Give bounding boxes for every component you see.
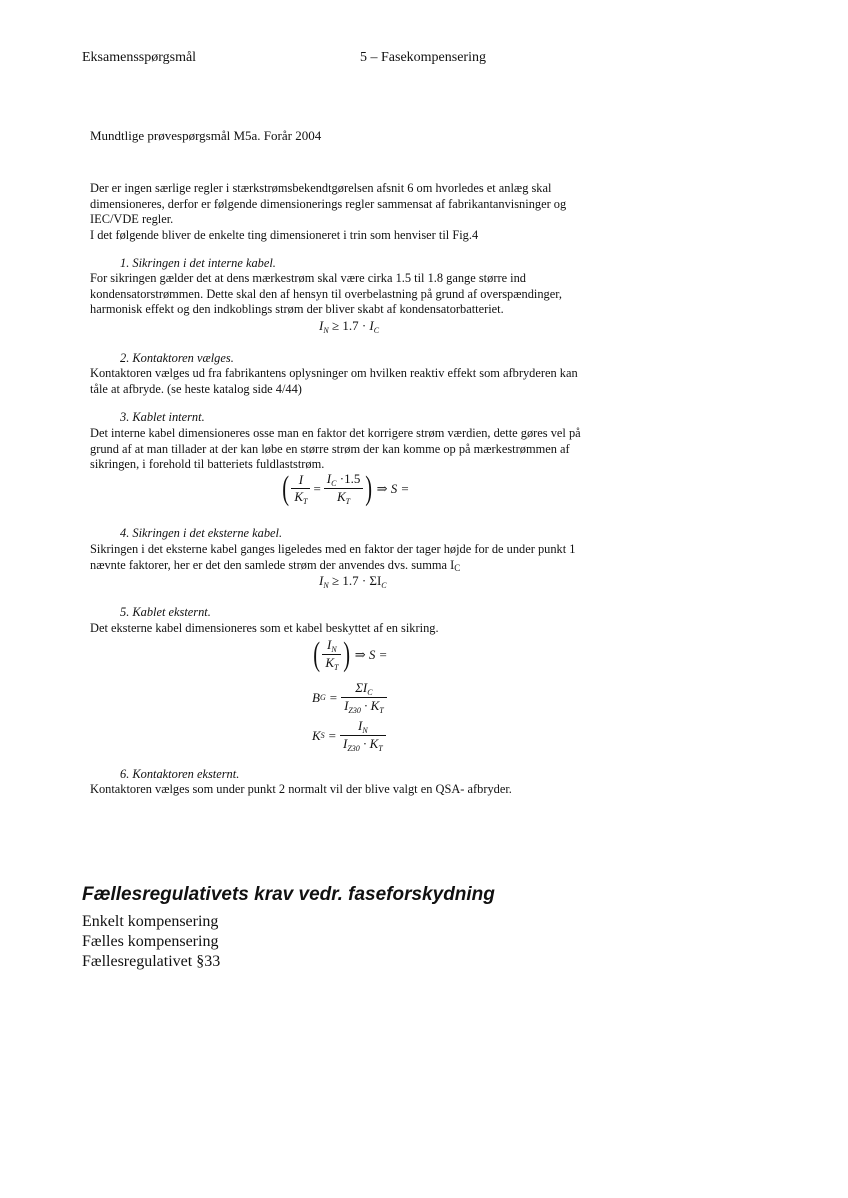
section-4-body xyxy=(90,542,650,576)
section-4-title: 4. Sikringen i det eksterne kabel. xyxy=(120,526,283,540)
body-line: sikringen, i forehold til batteriets fuldlaststrøm. xyxy=(90,457,325,472)
intro-line: I det følgende bliver de enkelte ting dimensioneret i trin som henviser til Fig.4 xyxy=(90,227,479,242)
body-line: tåle at afbryde. (se heste katalog side 4/44) xyxy=(90,381,302,396)
section-5-title: 5. Kablet eksternt. xyxy=(120,605,211,619)
section-1-body xyxy=(90,271,630,318)
fraction: $\frac{\Sigma I_C}{I_{Z30} \cdot K_T}$ xyxy=(341,680,387,715)
body-line: nævnte faktorer, her er det den samlede strøm der anvendes dvs. summa IC xyxy=(90,557,461,573)
equation-3: $I_N \ge 1.7 \cdot \Sigma I_C$ xyxy=(319,573,387,590)
equation-1: $I_N \ge 1.7 \cdot I_C$ xyxy=(319,318,380,335)
body-line: harmonisk effekt og den indkoblings strøm der bliver skabt af kondensatorbatteriet. xyxy=(90,302,504,317)
subtitle: Mundtlige prøvespørgsmål M5a. Forår 2004 xyxy=(90,128,322,143)
list-item: Fælles kompensering xyxy=(82,933,219,950)
header-left: Eksamensspørgsmål xyxy=(82,50,197,65)
body-line: Kontaktoren vælges ud fra fabrikantens oplysninger om hvilken reaktiv effekt som afbryderen kan xyxy=(90,366,578,380)
intro-paragraph xyxy=(90,181,630,243)
section-3-title: 3. Kablet internt. xyxy=(120,410,205,424)
body-line: grund af at man tillader at der kan løbe en større strøm der kan komme op på mærkestrømmen af xyxy=(90,441,570,456)
fraction: $\frac{I_N}{K_T}$ xyxy=(322,637,341,672)
equation-6: K S = $\frac{I_N}{I_{Z30} \cdot K_T}$ xyxy=(312,718,386,753)
body-line: Sikringen i det eksterne kabel ganges ligeledes med en faktor der tager højde for de under punkt 1 xyxy=(90,542,576,556)
body-line: Kontaktoren vælges som under punkt 2 normalt vil der blive valgt en QSA- afbryder. xyxy=(90,782,512,796)
fraction: $\frac{I_C \cdot 1.5}{K_T}$ xyxy=(324,471,364,506)
equation-2: ( $\frac{I}{K_T}$ = $\frac{I_C \cdot 1.5}{K_T}$ ) ⇒ S = xyxy=(282,469,410,507)
section-3-body xyxy=(90,426,650,473)
fraction: $\frac{I}{K_T}$ xyxy=(291,472,310,506)
header-center: 5 – Fasekompensering xyxy=(360,50,486,65)
list-item: Fællesregulativet §33 xyxy=(82,953,221,970)
body-line: kondensatorstrømmen. Dette skal den af hensyn til overbelastning på grund af overspændinger, xyxy=(90,286,562,301)
section-2-body xyxy=(90,366,630,397)
list-item: Enkelt kompensering xyxy=(82,913,219,930)
equation-4: ( $\frac{I_N}{K_T}$ ) ⇒ S = xyxy=(313,635,388,673)
fraction: $\frac{I_N}{I_{Z30} \cdot K_T}$ xyxy=(340,718,386,753)
equation-5: B G = $\frac{\Sigma I_C}{I_{Z30} \cdot K_T}$ xyxy=(312,680,387,715)
intro-line: IEC/VDE regler. xyxy=(90,212,174,227)
section-5-body xyxy=(90,621,630,637)
body-line: Det eksterne kabel dimensioneres som et kabel beskyttet af en sikring. xyxy=(90,621,439,635)
intro-line: Der er ingen særlige regler i stærkstrømsbekendtgørelsen afsnit 6 om hvorledes et anlæg skal xyxy=(90,181,552,195)
body-line: For sikringen gælder det at dens mærkestrøm skal være cirka 1.5 til 1.8 gange større ind xyxy=(90,271,526,285)
section-2-title: 2. Kontaktoren vælges. xyxy=(120,351,234,365)
section-6-title: 6. Kontaktoren eksternt. xyxy=(120,767,240,781)
body-line: Det interne kabel dimensioneres osse man en faktor det korrigere strøm værdien, dette gøres vel på xyxy=(90,426,581,440)
section-heading: Fællesregulativets krav vedr. faseforskydning xyxy=(82,884,495,905)
section-6-body xyxy=(90,782,630,798)
section-1-title: 1. Sikringen i det interne kabel. xyxy=(120,256,276,270)
intro-line: dimensioneres, derfor er følgende dimensionerings regler sammensat af fabrikantanvisninger og xyxy=(90,196,567,211)
